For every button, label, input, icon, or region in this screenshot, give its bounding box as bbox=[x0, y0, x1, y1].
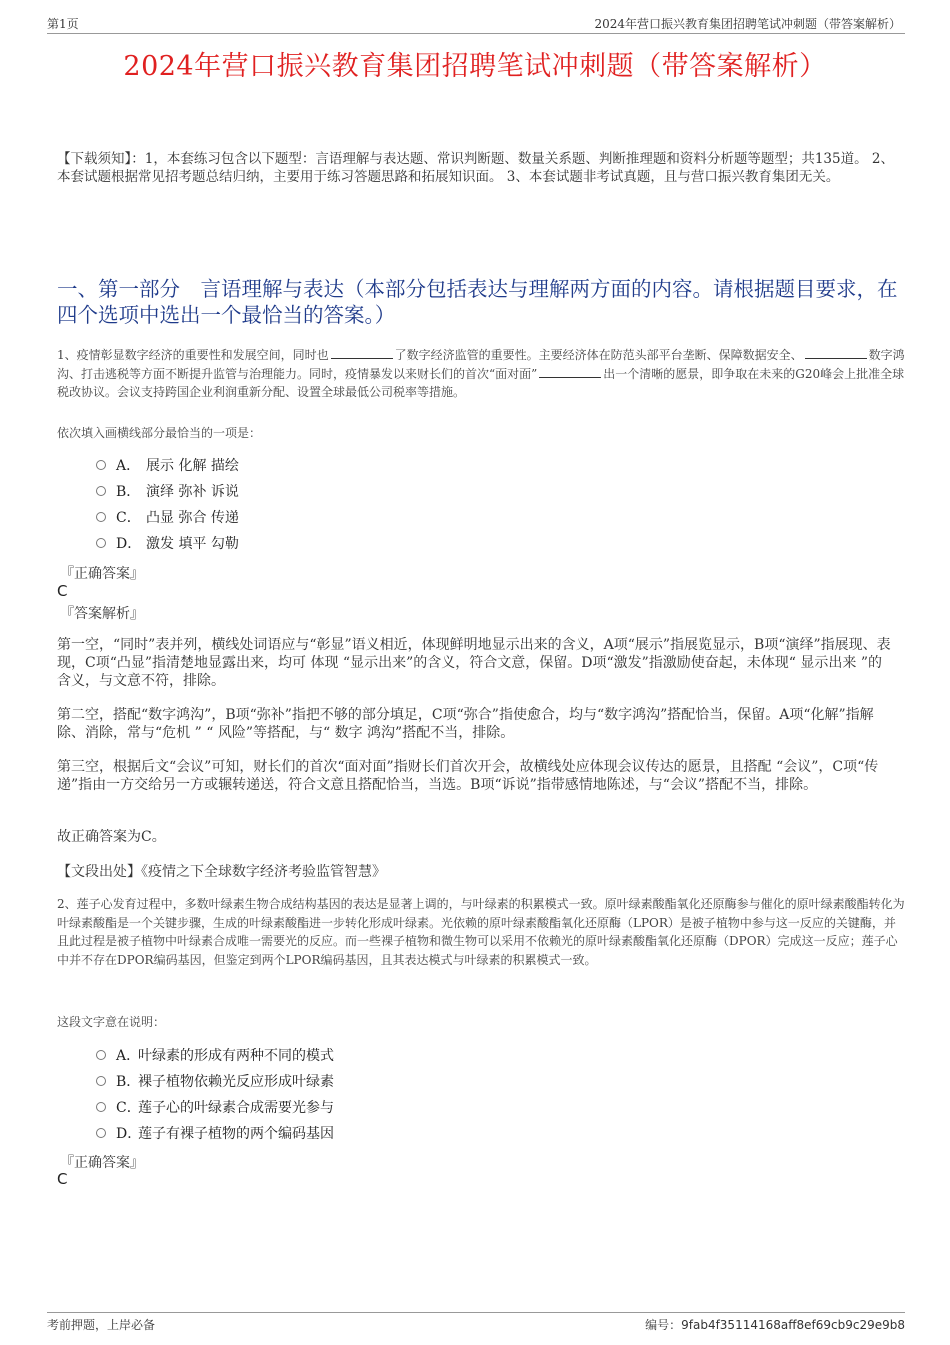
option-text: 裸子植物依赖光反应形成叶绿素 bbox=[138, 1074, 334, 1090]
fill-blank-2 bbox=[805, 346, 867, 359]
option-d[interactable] bbox=[96, 1120, 334, 1146]
option-text: 激发 填平 勾勒 bbox=[146, 536, 239, 552]
correct-answer: C bbox=[57, 582, 68, 600]
option-c[interactable] bbox=[96, 504, 239, 530]
code-label: 编号： bbox=[645, 1318, 682, 1332]
option-text: 演绎 弥补 诉说 bbox=[146, 484, 239, 500]
radio-icon[interactable] bbox=[96, 512, 106, 522]
footer-slogan: 考前押题，上岸必备 bbox=[47, 1318, 156, 1332]
option-text: 叶绿素的形成有两种不同的模式 bbox=[138, 1048, 334, 1064]
footer-code bbox=[645, 1316, 905, 1333]
correct-answer: C bbox=[57, 1170, 68, 1188]
option-text: 凸显 弥合 传递 bbox=[146, 510, 239, 526]
option-text: 莲子心的叶绿素合成需要光参与 bbox=[138, 1100, 334, 1116]
radio-icon[interactable] bbox=[96, 1102, 106, 1112]
fill-blank-3 bbox=[539, 365, 601, 378]
passage-source: 【文段出处】《疫情之下全球数字经济考验监管智慧》 bbox=[57, 864, 386, 880]
download-notice: 【下载须知】：1，本套练习包含以下题型：言语理解与表达题、常识判断题、数量关系题、判断推理题和资料分析题等题型；共135道。 2、本套试题根据常见招考题总结归纳，主要用于练习答题思路和拓展知识面。 3、本套试题非考试真题，且与营口振兴教育集团无关。 bbox=[57, 151, 894, 185]
radio-icon[interactable] bbox=[96, 1050, 106, 1060]
question-1-prompt: 依次填入画横线部分最恰当的一项是： bbox=[57, 426, 262, 440]
question-1-options bbox=[96, 452, 239, 556]
option-key: C． bbox=[116, 510, 141, 526]
option-a[interactable] bbox=[96, 452, 239, 478]
analysis-conclusion: 故正确答案为C。 bbox=[57, 829, 166, 845]
question-2-prompt: 这段文字意在说明： bbox=[57, 1015, 166, 1029]
analysis-label: 『答案解析』 bbox=[60, 606, 144, 622]
fill-blank-1 bbox=[331, 346, 393, 359]
page-footer bbox=[47, 1312, 905, 1333]
option-b[interactable] bbox=[96, 478, 239, 504]
option-text: 展示 化解 描绘 bbox=[146, 458, 239, 474]
analysis-paragraph-3: 第三空，根据后文“会议”可知，财长们的首次“面对面”指财长们首次开会，故横线处应体现会议传达的愿景，且搭配 “会议”，C项“传递”指由一方交给另一方或辗转递送，符合文意且搭配恰当，当选。B项“诉说”指带感情地陈述，与“会议”搭配不当，排除。 bbox=[57, 759, 879, 793]
radio-icon[interactable] bbox=[96, 538, 106, 548]
radio-icon[interactable] bbox=[96, 486, 106, 496]
option-key: D． bbox=[116, 1126, 142, 1142]
radio-icon[interactable] bbox=[96, 1076, 106, 1086]
section-heading: 一、第一部分 言语理解与表达（本部分包括表达与理解两方面的内容。请根据题目要求，在四个选项中选出一个最恰当的答案。） bbox=[57, 277, 898, 327]
question-2-options bbox=[96, 1042, 334, 1146]
document-title: 2024年营口振兴教育集团招聘笔试冲刺题（带答案解析） bbox=[123, 51, 827, 82]
option-key: A． bbox=[116, 1048, 141, 1064]
analysis-paragraph-1: 第一空，“同时”表并列，横线处词语应与“彰显”语义相近，体现鲜明地显示出来的含义，A项“展示”指展览显示，B项“演绎”指展现、表现，C项“凸显”指清楚地显露出来，均可 体现 “显示出来”的含义，符合文意，保留。D项“激发”指激励使奋起，未体现“ 显示出来 ”的含义，与文意不符，排除。 bbox=[57, 637, 891, 689]
option-c[interactable] bbox=[96, 1094, 334, 1120]
question-1-text-part2: 了数字经济监管的重要性。主要经济体在防范头部平台垄断、保障数据安全、 bbox=[394, 348, 803, 362]
option-key: C． bbox=[116, 1100, 141, 1116]
radio-icon[interactable] bbox=[96, 460, 106, 470]
code-value: 9fab4f35114168aff8ef69cb9c29e9b8 bbox=[681, 1318, 905, 1332]
option-key: D． bbox=[116, 536, 142, 552]
page-number: 第1页 bbox=[47, 17, 79, 31]
question-1-text-part1: 1、疫情彰显数字经济的重要性和发展空间，同时也 bbox=[57, 348, 329, 362]
option-b[interactable] bbox=[96, 1068, 334, 1094]
option-key: B． bbox=[116, 1074, 141, 1090]
option-d[interactable] bbox=[96, 530, 239, 556]
correct-answer-label: 『正确答案』 bbox=[60, 566, 144, 582]
correct-answer-label: 『正确答案』 bbox=[60, 1155, 144, 1171]
page-header bbox=[47, 14, 905, 34]
header-doc-title: 2024年营口振兴教育集团招聘笔试冲刺题（带答案解析） bbox=[594, 17, 901, 31]
option-a[interactable] bbox=[96, 1042, 334, 1068]
question-2-text: 2、莲子心发育过程中，多数叶绿素生物合成结构基因的表达是显著上调的，与叶绿素的积累模式一致。原叶绿素酸酯氧化还原酶参与催化的原叶绿素酸酯转化为叶绿素酸酯是一个关键步骤，生成的叶绿素酸酯进一步转化形成叶绿素。光依赖的原叶绿素酸酯氧化还原酶（LPOR）是被子植物中参与这一反应的关键酶，并且此过程是被子植物中叶绿素合成唯一需要光的反应。而一些裸子植物和微生物可以采用不依赖光的原叶绿素酸酯氧化还原酶（DPOR）完成这一反应；莲子心中并不存在DPOR编码基因，但鉴定到两个LPOR编码基因，且其表达模式与叶绿素的积累模式一致。 bbox=[57, 897, 905, 967]
option-key: A． bbox=[116, 458, 141, 474]
radio-icon[interactable] bbox=[96, 1128, 106, 1138]
question-1-text bbox=[57, 346, 905, 402]
option-key: B． bbox=[116, 484, 141, 500]
option-text: 莲子有裸子植物的两个编码基因 bbox=[138, 1126, 334, 1142]
question-1-text-part4: 出一个清晰的愿景，即争取在未来的G20峰会上批准全球税改协议。会议支持跨国企业利润重新分配、设置全球最低公司税率等措施。 bbox=[57, 366, 905, 399]
question-1-text-part3: 数字鸿沟、打击逃税等方面不断提升监管与治理能力。同时，疫情暴发以来财长们的首次“面对面” bbox=[57, 348, 905, 381]
analysis-paragraph-2: 第二空，搭配“数字鸿沟”，B项“弥补”指把不够的部分填足，C项“弥合”指使愈合，均与“数字鸿沟”搭配恰当，保留。A项“化解”指解除、消除，常与“危机 ” “ 风险”等搭配，与“ 数字 鸿沟”搭配不当，排除。 bbox=[57, 707, 874, 741]
